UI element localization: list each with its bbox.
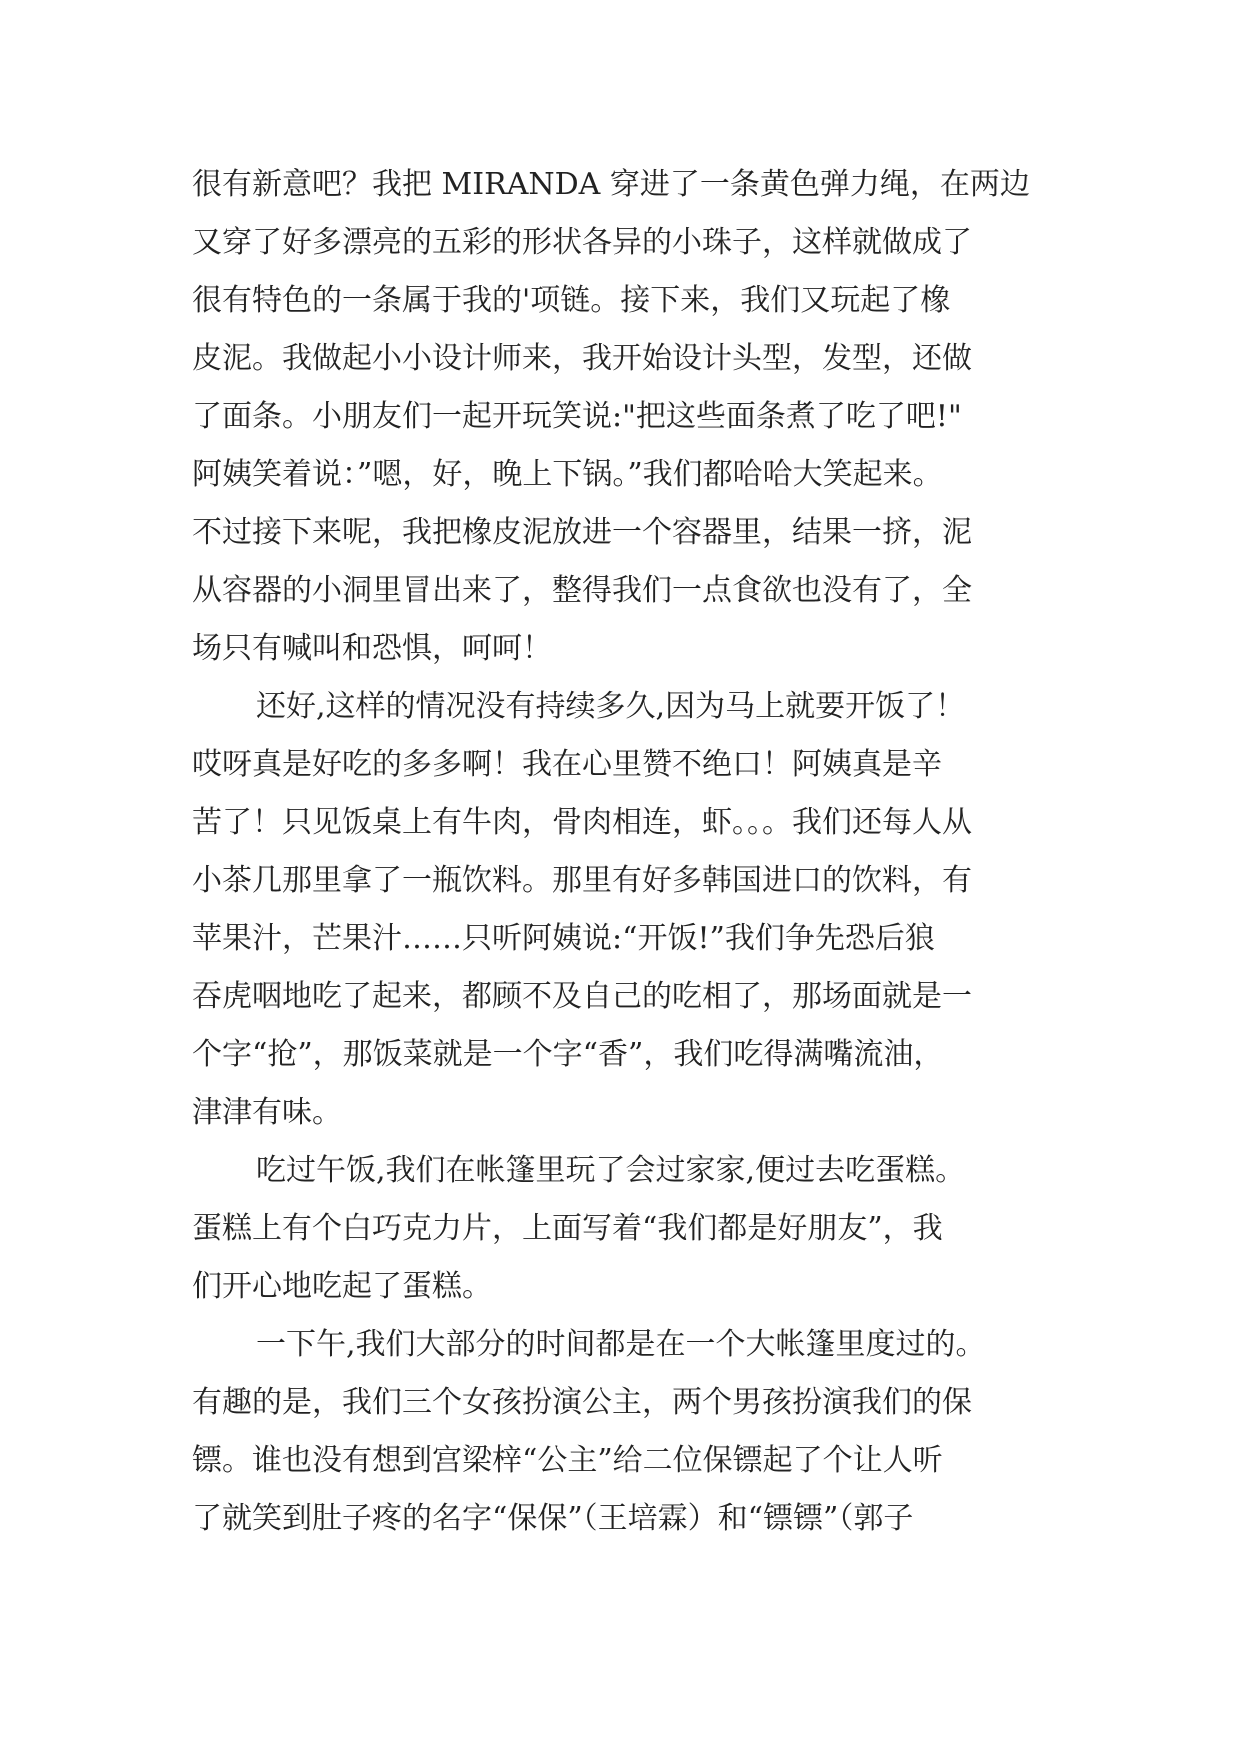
text-line: 了面条。小朋友们一起开玩笑说:"把这些面条煮了吃了吧!" bbox=[192, 399, 962, 434]
text-line: 哎呀真是好吃的多多啊！我在心里赞不绝口！阿姨真是辛 bbox=[192, 747, 942, 782]
text-line: 皮泥。我做起小小设计师来，我开始设计头型，发型，还做 bbox=[192, 341, 972, 376]
text-line: 场只有喊叫和恐惧，呵呵！ bbox=[192, 631, 552, 666]
text-line: 很有新意吧？我把 MIRANDA 穿进了一条黄色弹力绳，在两边 bbox=[192, 167, 1030, 202]
paragraph-first-line: 一下午,我们大部分的时间都是在一个大帐篷里度过的。 bbox=[256, 1327, 986, 1362]
text-line: 又穿了好多漂亮的五彩的形状各异的小珠子，这样就做成了 bbox=[192, 225, 972, 260]
text-line: 镖。谁也没有想到宫梁梓“公主”给二位保镖起了个让人听 bbox=[192, 1443, 943, 1478]
text-line: 很有特色的一条属于我的'项链。接下来，我们又玩起了橡 bbox=[192, 283, 951, 318]
text-line: 了就笑到肚子疼的名字“保保”（王培霖）和“镖镖”（郭子 bbox=[192, 1501, 914, 1536]
text-line: 从容器的小洞里冒出来了，整得我们一点食欲也没有了，全 bbox=[192, 573, 972, 608]
text-line: 阿姨笑着说：”嗯，好，晚上下锅。”我们都哈哈大笑起来。 bbox=[192, 457, 943, 492]
text-line: 不过接下来呢，我把橡皮泥放进一个容器里，结果一挤，泥 bbox=[192, 515, 972, 550]
text-line: 小茶几那里拿了一瓶饮料。那里有好多韩国进口的饮料，有 bbox=[192, 863, 972, 898]
paragraph-first-line: 吃过午饭,我们在帐篷里玩了会过家家,便过去吃蛋糕。 bbox=[256, 1153, 966, 1188]
paragraph-first-line: 还好,这样的情况没有持续多久,因为马上就要开饭了！ bbox=[256, 689, 966, 724]
text-line: 津津有味。 bbox=[192, 1095, 342, 1130]
document-body bbox=[192, 156, 1072, 1548]
text-line: 苹果汁，芒果汁……只听阿姨说:“开饭!”我们争先恐后狼 bbox=[192, 921, 935, 956]
text-line: 苦了！只见饭桌上有牛肉，骨肉相连，虾。。。我们还每人从 bbox=[192, 805, 972, 840]
text-line: 有趣的是，我们三个女孩扮演公主，两个男孩扮演我们的保 bbox=[192, 1385, 972, 1420]
text-line: 们开心地吃起了蛋糕。 bbox=[192, 1269, 492, 1304]
text-line: 吞虎咽地吃了起来，都顾不及自己的吃相了，那场面就是一 bbox=[192, 979, 972, 1014]
text-line: 个字“抢”，那饭菜就是一个字“香”，我们吃得满嘴流油， bbox=[192, 1037, 944, 1072]
text-line: 蛋糕上有个白巧克力片，上面写着“我们都是好朋友”，我 bbox=[192, 1211, 943, 1246]
